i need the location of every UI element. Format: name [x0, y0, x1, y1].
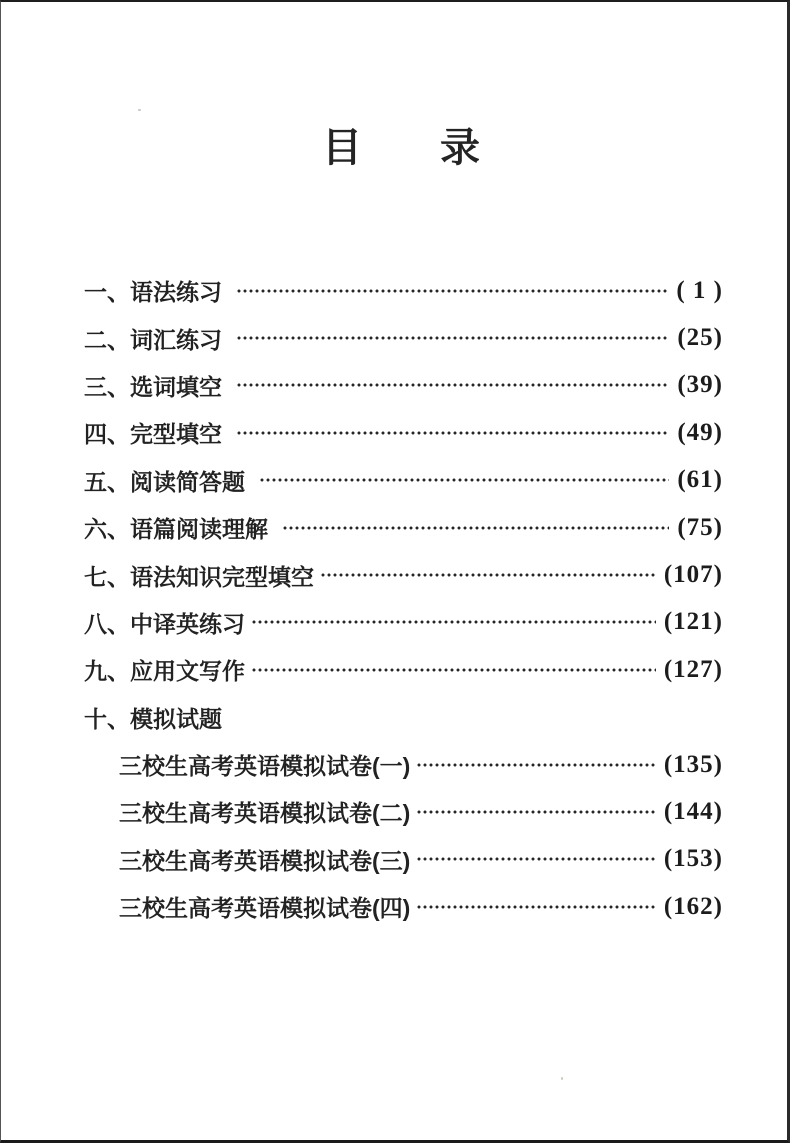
toc-entry-label: 九、应用文写作: [84, 658, 245, 685]
toc-entry-page: (162): [663, 892, 723, 920]
toc-entry: [84, 362, 723, 409]
toc-entry: [84, 551, 723, 598]
toc-entry-page: (121): [663, 608, 723, 636]
scan-speck: [138, 109, 141, 111]
dot-leader: [259, 457, 669, 504]
toc-entry-label: 三校生高考英语模拟试卷(三): [119, 847, 411, 874]
toc-entry: [84, 694, 723, 741]
toc-entry-label: 三、选词填空: [84, 373, 222, 400]
dot-leader: [416, 788, 656, 835]
toc-entry-page: (25): [677, 324, 723, 352]
page-title-char-2: 录: [440, 126, 480, 170]
toc-entry-label: 三校生高考英语模拟试卷(二): [119, 800, 411, 827]
page-title: [8, 128, 790, 168]
toc-entry-page: (107): [663, 561, 723, 589]
toc-list: [1, 267, 787, 930]
toc-entry-label: 七、语法知识完型填空: [84, 563, 314, 590]
dot-leader: [416, 836, 656, 883]
dot-leader: [320, 551, 656, 598]
toc-entry-page: ( 1 ): [676, 276, 723, 304]
toc-entry: [84, 599, 723, 646]
toc-entry-label: 五、阅读简答题: [84, 468, 245, 495]
dot-leader: [282, 504, 669, 551]
dot-leader: [236, 314, 669, 361]
toc-entry-page: (127): [663, 655, 723, 683]
toc-entry-page: (135): [663, 750, 723, 778]
toc-entry-page: (144): [663, 797, 723, 825]
toc-entry-label: 一、语法练习: [84, 279, 222, 306]
scan-speck: [561, 1077, 563, 1080]
toc-entry-label: 六、语篇阅读理解: [84, 516, 268, 543]
toc-entry-page: (49): [677, 418, 723, 446]
toc-entry: [84, 646, 723, 693]
toc-entry-label: 八、中译英练习: [84, 610, 245, 637]
dot-leader: [251, 646, 656, 693]
dot-leader: [236, 362, 669, 409]
toc-entry-page: (75): [677, 513, 723, 541]
toc-entry: [84, 836, 723, 883]
dot-leader: [416, 883, 656, 930]
toc-entry-page: (61): [677, 466, 723, 494]
dot-leader: [236, 267, 668, 314]
toc-entry-label: 三校生高考英语模拟试卷(一): [119, 753, 411, 780]
toc-entry: [84, 267, 723, 314]
toc-entry-label: 三校生高考英语模拟试卷(四): [119, 895, 411, 922]
dot-leader: [251, 599, 656, 646]
toc-entry-label: 四、完型填空: [84, 421, 222, 448]
dot-leader: [416, 741, 656, 788]
toc-entry: [84, 409, 723, 456]
page-title-char-1: 目: [322, 126, 362, 170]
toc-entry: [84, 457, 723, 504]
toc-entry-label: 十、模拟试题: [84, 705, 222, 732]
toc-entry: [84, 741, 723, 788]
toc-entry: [84, 883, 723, 930]
toc-entry: [84, 314, 723, 361]
toc-entry: [84, 788, 723, 835]
toc-entry-page: (153): [663, 845, 723, 873]
toc-entry: [84, 504, 723, 551]
dot-leader: [236, 409, 669, 456]
toc-entry-page: (39): [677, 371, 723, 399]
toc-entry-label: 二、词汇练习: [84, 326, 222, 353]
